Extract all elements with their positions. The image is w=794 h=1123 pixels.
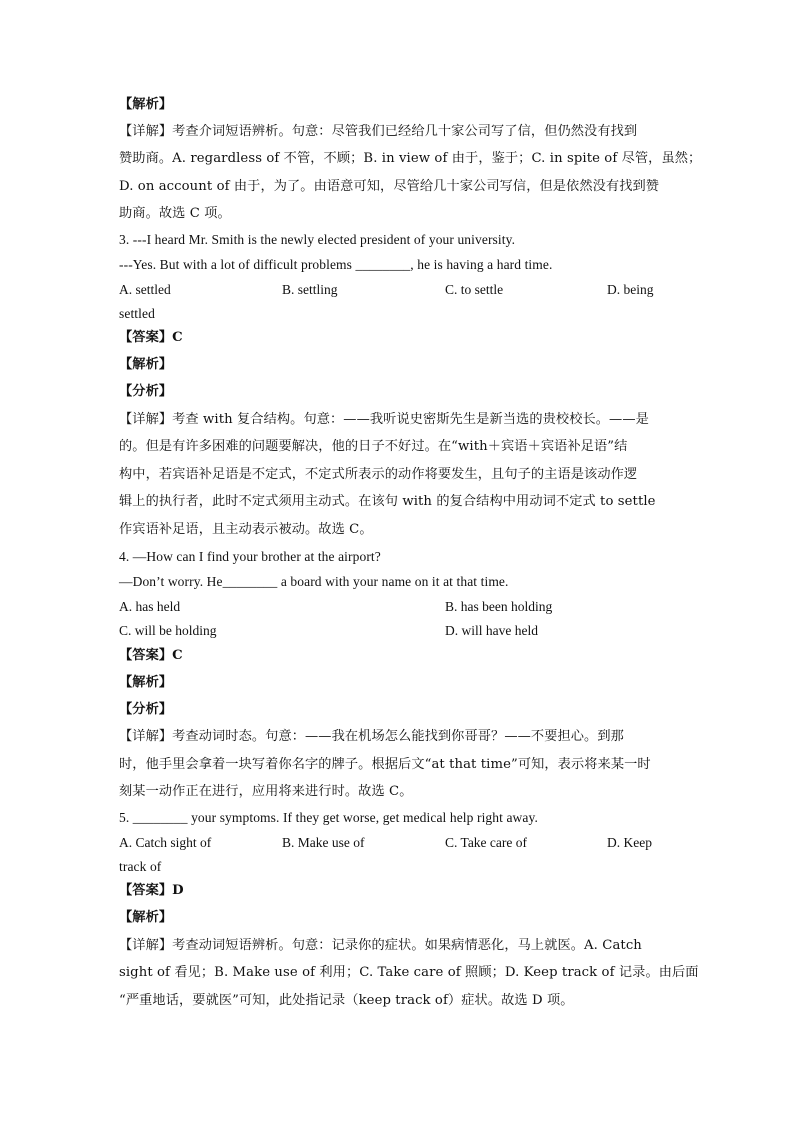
q4-option-b: B. has been holding (445, 599, 553, 614)
question-4-text: —Don’t worry. He________ a board with your name on it at that time. (119, 574, 509, 589)
question-3-text: 3. ---I heard Mr. Smith is the newly elected president of your university. (119, 232, 516, 247)
q5-option-c: C. Take care of (445, 835, 528, 850)
explanation-text: 作宾语补足语，且主动表示被动。故选 C。 (119, 522, 373, 537)
q5-option-d-continued: track of (119, 859, 162, 874)
analysis-heading: 【解析】 (119, 357, 173, 372)
q5-option-a: A. Catch sight of (119, 835, 212, 850)
analysis-heading: 【解析】 (119, 675, 173, 690)
explanation-text: 辑上的执行者，此时不定式须用主动式。在该句 with 的复合结构中用动词不定式 to settle (119, 494, 656, 509)
analysis-subheading: 【分析】 (119, 702, 173, 717)
q4-option-d: D. will have held (445, 623, 538, 638)
analysis-subheading: 【分析】 (119, 384, 173, 399)
question-4-text: 4. —How can I find your brother at the airport? (119, 549, 381, 564)
explanation-text: 【详解】考查动词时态。句意：——我在机场怎么能找到你哥哥？——不要担心。到那 (119, 729, 624, 744)
question-3-text: ---Yes. But with a lot of difficult problems ________, he is having a hard time. (119, 257, 553, 272)
explanation-text: 助商。故选 C 项。 (119, 206, 231, 221)
q4-option-c: C. will be holding (119, 623, 217, 638)
q3-option-d: D. being (607, 282, 654, 297)
q5-option-b: B. Make use of (282, 835, 365, 850)
explanation-text: 构中，若宾语补足语是不定式，不定式所表示的动作将要发生，且句子的主语是该动作逻 (119, 467, 638, 482)
explanation-text: D. on account of 由于，为了。由语意可知，尽管给几十家公司写信，但是依然没有找到赞 (119, 179, 660, 194)
q4-option-a: A. has held (119, 599, 181, 614)
analysis-heading: 【解析】 (119, 97, 173, 112)
q3-option-c: C. to settle (445, 282, 504, 297)
explanation-text: 赞助商。A. regardless of 不管，不顾；B. in view of 由于，鉴于；C. in spite of 尽管，虽然； (119, 151, 702, 166)
explanation-text: 【详解】考查 with 复合结构。句意：——我听说史密斯先生是新当选的贵校校长。——是 (119, 412, 649, 427)
q3-option-b: B. settling (282, 282, 338, 297)
analysis-heading: 【解析】 (119, 910, 173, 925)
explanation-text: 刻某一动作正在进行，应用将来进行时。故选 C。 (119, 784, 413, 799)
explanation-text: 时，他手里会拿着一块写着你名字的牌子。根据后文“at that time”可知，表示将来某一时 (119, 757, 651, 772)
q5-option-d: D. Keep (607, 835, 652, 850)
explanation-text: 【详解】考查介词短语辨析。句意：尽管我们已经给几十家公司写了信，但仍然没有找到 (119, 124, 638, 139)
explanation-text: 的。但是有许多困难的问题要解决，他的日子不好过。在“with＋宾语＋宾语补足语”结 (119, 439, 628, 454)
explanation-text: 【详解】考查动词短语辨析。句意：记录你的症状。如果病情恶化，马上就医。A. Catch (119, 938, 642, 953)
answer-label: 【答案】D (119, 883, 184, 898)
answer-label: 【答案】C (119, 330, 183, 345)
q3-option-a: A. settled (119, 282, 171, 297)
q3-option-d-continued: settled (119, 306, 155, 321)
answer-label: 【答案】C (119, 648, 183, 663)
explanation-text: sight of 看见；B. Make use of 利用；C. Take care of 照顾；D. Keep track of 记录。由后面 (119, 965, 699, 980)
explanation-text: “严重地话，要就医”可知，此处指记录（keep track of）症状。故选 D 项。 (119, 993, 574, 1008)
question-5-text: 5. ________ your symptoms. If they get worse, get medical help right away. (119, 810, 538, 825)
